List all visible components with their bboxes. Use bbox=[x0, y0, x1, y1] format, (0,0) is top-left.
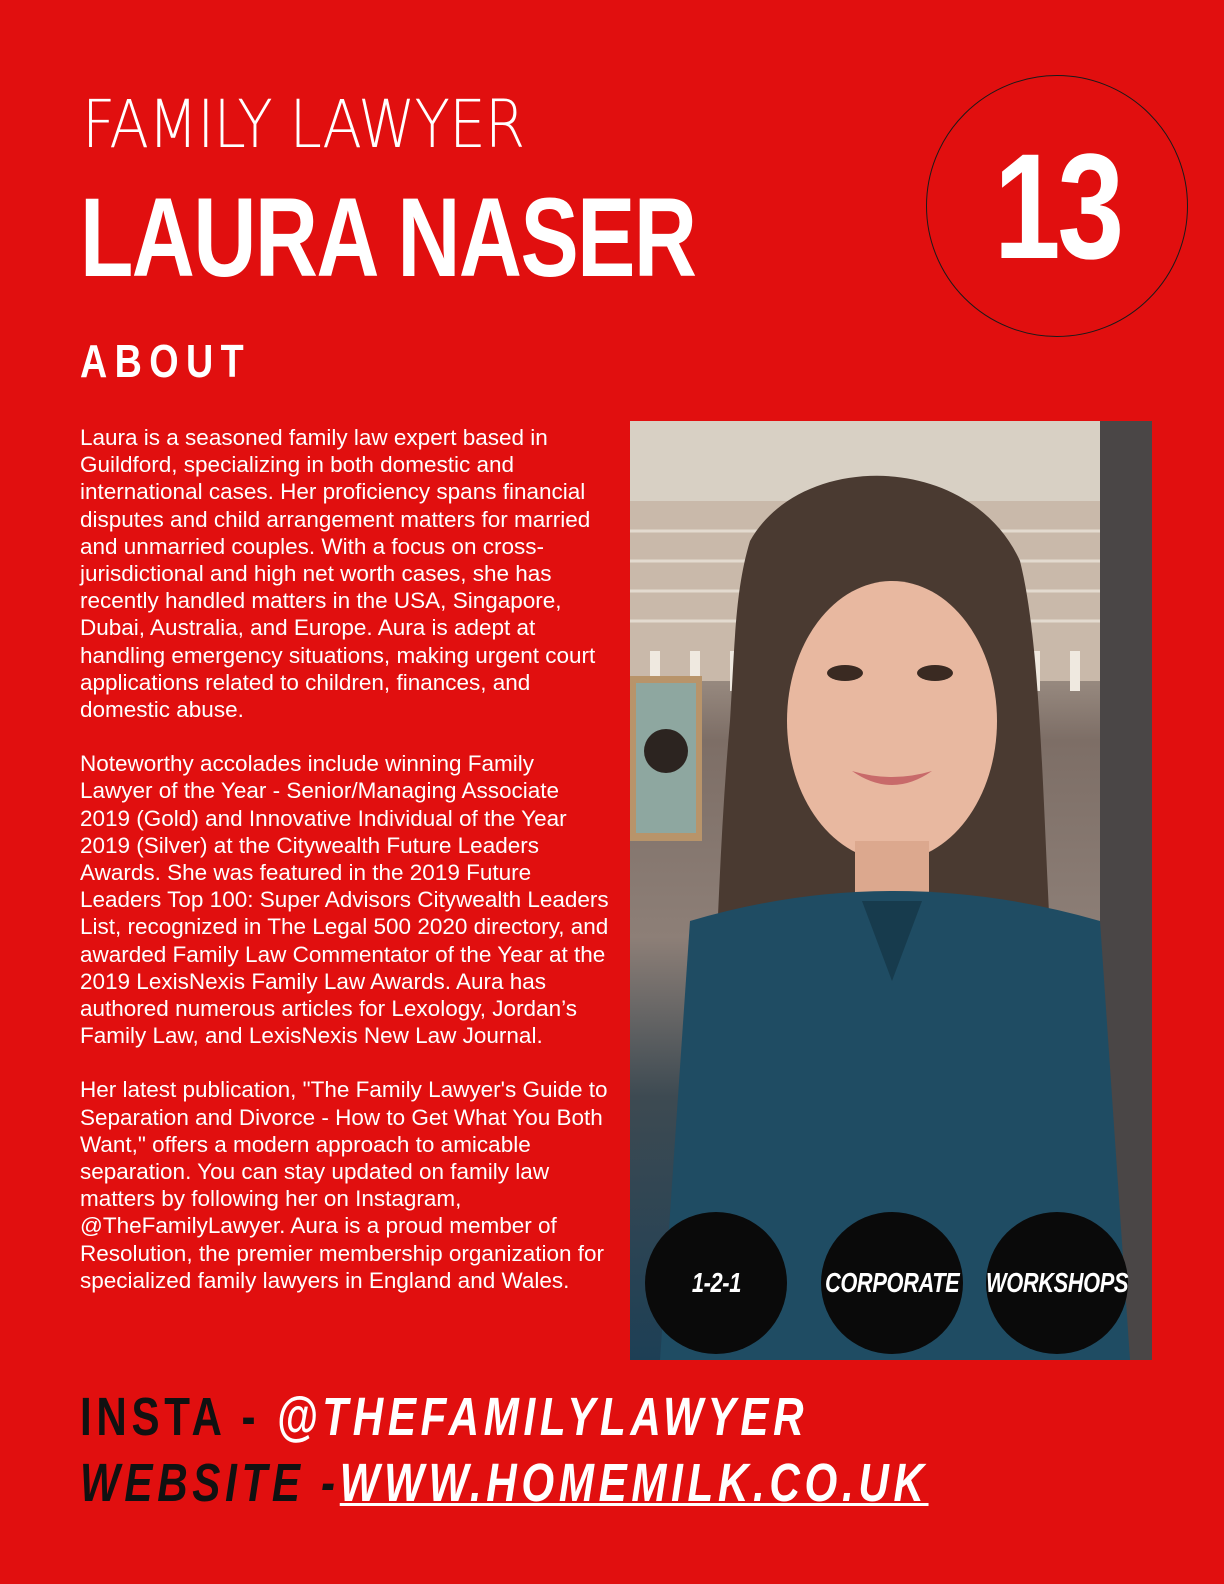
instagram-label: INSTA - bbox=[80, 1387, 261, 1447]
bio-paragraph: Laura is a seasoned family law expert based in Guildford, specializing in both domestic and international cases. Her proficiency spans financial disputes and child arrangement matters for married and unmarried couples. With a focus on cross-jurisdictional and high net worth cases, she has recently handled matters in the USA, Singapore, Dubai, Australia, and Europe. Aura is adept at handling emergency situations, making urgent court applications related to children, finances, and domestic abuse. bbox=[80, 425, 596, 723]
rank-badge bbox=[926, 75, 1188, 337]
instagram-handle[interactable]: @THEFAMILYLAWYER bbox=[276, 1387, 809, 1447]
rank-number: 13 bbox=[993, 122, 1121, 290]
service-badge-workshops bbox=[986, 1212, 1128, 1354]
section-title-about: ABOUT bbox=[80, 335, 252, 387]
service-label: CORPORATE bbox=[824, 1267, 960, 1298]
service-badge-1-2-1 bbox=[645, 1212, 787, 1354]
kicker-title: FAMILY LAWYER bbox=[82, 86, 525, 163]
instagram-line bbox=[80, 1386, 808, 1448]
service-label: WORKSHOPS bbox=[985, 1267, 1129, 1298]
bio-text bbox=[80, 424, 610, 1321]
lawyer-name: LAURA NASER bbox=[80, 175, 696, 300]
service-label: 1-2-1 bbox=[691, 1267, 741, 1298]
website-line bbox=[80, 1452, 929, 1514]
website-label: WEBSITE - bbox=[80, 1453, 340, 1513]
service-badge-corporate bbox=[821, 1212, 963, 1354]
bio-paragraph: Noteworthy accolades include winning Family Lawyer of the Year - Senior/Managing Associate 2019 (Gold) and Innovative Individual of the Year 2019 (Silver) at the Citywealth Future Leaders Awards. She was featured in the 2019 Future Leaders Top 100: Super Advisors Citywealth Leaders List, recognized in The Legal 500 2020 directory, and awarded Family Law Commentator of the Year at the 2019 LexisNexis Family Law Awards. Aura has authored numerous articles for Lexology, Jordan’s Family Law, and LexisNexis New Law Journal. bbox=[80, 751, 609, 1049]
website-link[interactable]: WWW.HOMEMILK.CO.UK bbox=[339, 1453, 929, 1513]
bio-paragraph: Her latest publication, "The Family Lawyer's Guide to Separation and Divorce - How to Get What You Both Want," offers a modern approach to amicable separation. You can stay updated on family law matters by following her on Instagram, @TheFamilyLawyer. Aura is a proud member of Resolution, the premier membership organization for specialized family lawyers in England and Wales. bbox=[80, 1077, 608, 1293]
